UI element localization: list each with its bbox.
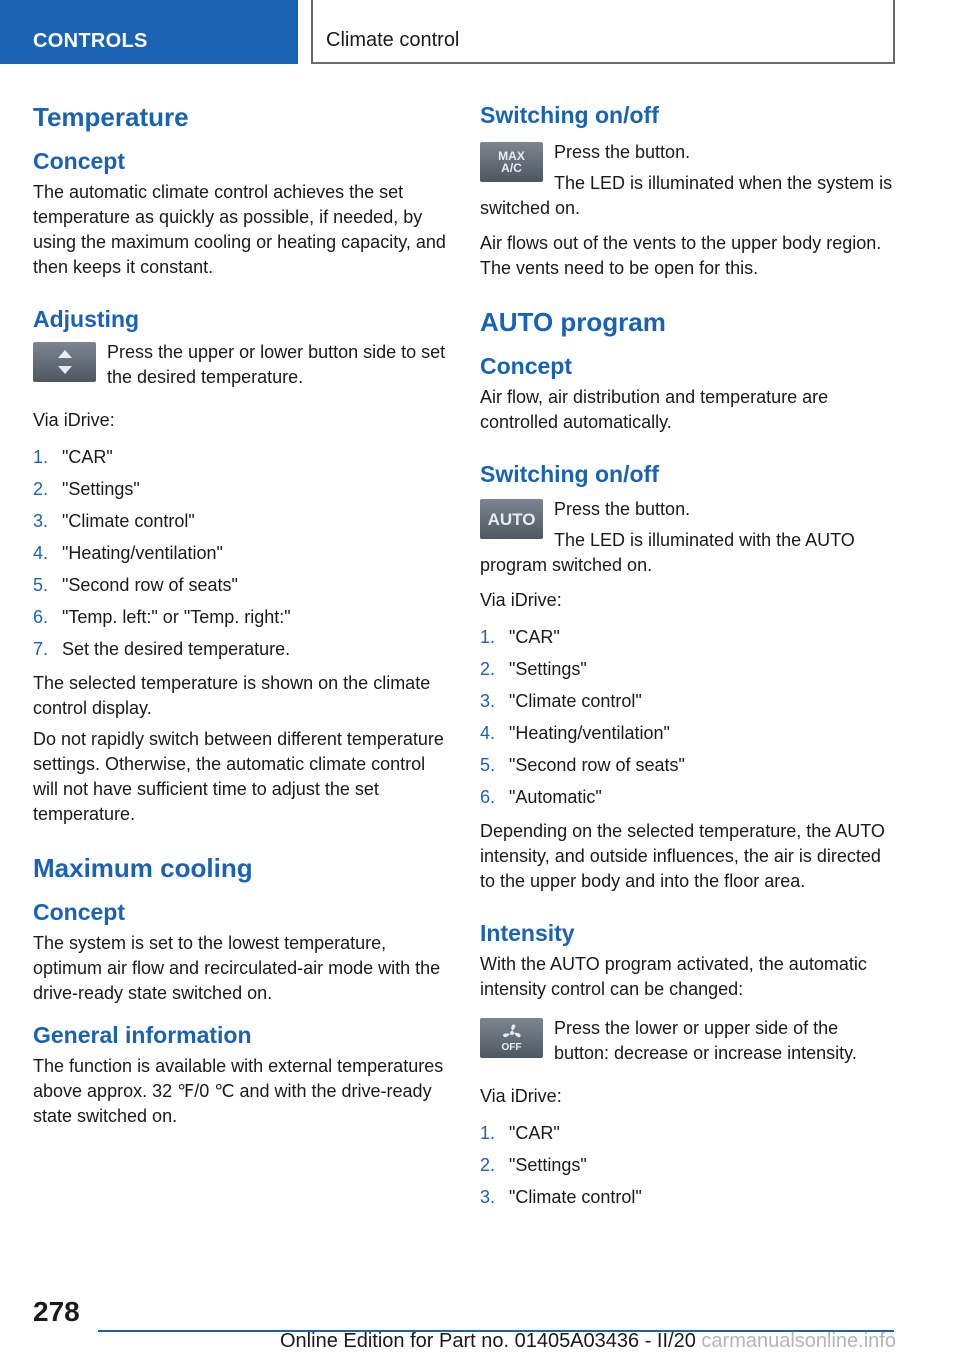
list-item [480, 653, 896, 685]
step-text: "Settings" [62, 479, 140, 499]
page-number: 278 [33, 1296, 80, 1327]
icon-label: A/C [501, 161, 522, 175]
step-text: "Heating/ventilation" [509, 723, 670, 743]
heading-switching-on-off: Switching on/off [480, 461, 659, 487]
step-text: "Climate control" [62, 511, 195, 531]
paragraph-press-button: Press the button. [554, 142, 691, 162]
step-number: 6. [480, 787, 496, 807]
list-item [480, 749, 896, 781]
list-item [480, 1149, 896, 1181]
paragraph-led-on: The LED is illuminated when the system is switched on. [480, 173, 893, 218]
step-text: "Heating/ventilation" [62, 543, 223, 563]
chapter-title: Climate control [326, 29, 460, 51]
paragraph-adjusting: Press the upper or lower button side to set the desired temperature. [107, 342, 446, 387]
step-text: "CAR" [509, 1123, 560, 1143]
up-down-arrows-icon [55, 348, 75, 376]
step-text: "Climate control" [509, 1187, 642, 1207]
step-number: 5. [480, 755, 496, 775]
via-idrive-label: Via iDrive: [480, 590, 562, 610]
step-text: "Automatic" [509, 787, 602, 807]
temperature-rocker-icon [33, 342, 96, 382]
list-item [480, 781, 896, 813]
step-number: 4. [480, 723, 496, 743]
icon-label: MAX [498, 149, 525, 163]
heading-concept: Concept [33, 148, 125, 174]
paragraph-intensity: With the AUTO program activated, the automatic intensity control can be changed: [480, 954, 867, 999]
paragraph-press-intensity: Press the lower or upper side of the button: decrease or increase intensity. [554, 1018, 857, 1063]
via-idrive-label: Via iDrive: [33, 410, 115, 430]
icon-label: AUTO [487, 509, 536, 529]
heading-adjusting: Adjusting [33, 306, 140, 332]
step-text: "CAR" [62, 447, 113, 467]
heading-concept: Concept [480, 353, 572, 379]
paragraph-maxcool-concept: The system is set to the lowest temperature, optimum air flow and recirculated-air mode with the drive-ready state switched on. [33, 933, 441, 1003]
step-number: 3. [33, 511, 49, 531]
step-number: 6. [33, 607, 49, 627]
watermark: carmanualsonline.info [701, 1330, 896, 1352]
step-number: 2. [480, 1155, 496, 1175]
paragraph-auto-concept: Air flow, air distribution and temperature are controlled automatically. [480, 387, 829, 432]
list-item [33, 537, 449, 569]
step-number: 2. [480, 659, 496, 679]
edition-text: Online Edition for Part no. 01405A03436 - II/20 [280, 1330, 696, 1352]
step-number: 2. [33, 479, 49, 499]
heading-switching-on-off: Switching on/off [480, 102, 659, 128]
auto-button-icon [480, 499, 543, 539]
intensity-row [480, 1016, 896, 1072]
step-text: "Second row of seats" [509, 755, 685, 775]
heading-intensity: Intensity [480, 920, 575, 946]
idrive-steps [480, 1117, 896, 1213]
chapter-tab [311, 0, 895, 64]
list-item [480, 1181, 896, 1213]
step-text: Set the desired temperature. [62, 639, 291, 659]
section-tab [0, 0, 298, 64]
list-item [480, 1117, 896, 1149]
heading-auto-program: AUTO program [480, 307, 666, 337]
step-number: 3. [480, 1187, 496, 1207]
section-title: CONTROLS [33, 30, 148, 52]
heading-concept: Concept [33, 899, 125, 925]
list-item [480, 685, 896, 717]
off-label: OFF [501, 1042, 522, 1053]
step-number: 4. [33, 543, 49, 563]
step-text: "Second row of seats" [62, 575, 238, 595]
step-text: "Settings" [509, 659, 587, 679]
paragraph-airflows: Air flows out of the vents to the upper body region. The vents need to be open for this. [480, 233, 882, 278]
list-item [33, 569, 449, 601]
auto-row [480, 497, 896, 584]
list-item [33, 601, 449, 633]
step-number: 1. [33, 447, 49, 467]
list-item [480, 717, 896, 749]
paragraph-selected-temperature: The selected temperature is shown on the climate control display. [33, 673, 431, 718]
fan-icon [501, 1023, 523, 1043]
list-item [480, 621, 896, 653]
maxac-row [480, 140, 896, 227]
idrive-steps [33, 441, 449, 665]
paragraph-depending: Depending on the selected temperature, the AUTO intensity, and outside influences, the air is directed to the upper body and into the floor area. [480, 821, 885, 891]
step-number: 1. [480, 1123, 496, 1143]
via-idrive-label: Via iDrive: [480, 1086, 562, 1106]
list-item [33, 473, 449, 505]
heading-general-information: General information [33, 1022, 252, 1048]
paragraph-press-button: Press the button. [554, 499, 691, 519]
paragraph-concept: The automatic climate control achieves the set temperature as quickly as possible, if needed, by using the maximum cooling or heating capacity, and then keeps it constant. [33, 182, 446, 277]
step-text: "Settings" [509, 1155, 587, 1175]
footer-edition [280, 1330, 896, 1353]
heading-temperature: Temperature [33, 102, 189, 132]
left-column [33, 100, 449, 1143]
idrive-steps [480, 621, 896, 813]
paragraph-general-information: The function is available with external temperatures above approx. 32 ℉/0 ℃ and with the drive-ready state switched on. [33, 1056, 444, 1126]
step-number: 3. [480, 691, 496, 711]
step-number: 7. [33, 639, 49, 659]
paragraph-do-not-switch: Do not rapidly switch between different temperature settings. Otherwise, the automatic climate control will not have sufficient time to adjust the set temperature. [33, 729, 444, 824]
right-column [480, 100, 896, 1219]
heading-maximum-cooling: Maximum cooling [33, 853, 253, 883]
step-text: "CAR" [509, 627, 560, 647]
step-text: "Climate control" [509, 691, 642, 711]
adjusting-row [33, 340, 449, 396]
list-item [33, 633, 449, 665]
max-ac-button-icon [480, 142, 543, 182]
step-text: "Temp. left:" or "Temp. right:" [62, 607, 291, 627]
paragraph-led-auto: The LED is illuminated with the AUTO program switched on. [480, 530, 855, 575]
fan-intensity-button-icon [480, 1018, 543, 1058]
list-item [33, 505, 449, 537]
step-number: 1. [480, 627, 496, 647]
step-number: 5. [33, 575, 49, 595]
list-item [33, 441, 449, 473]
